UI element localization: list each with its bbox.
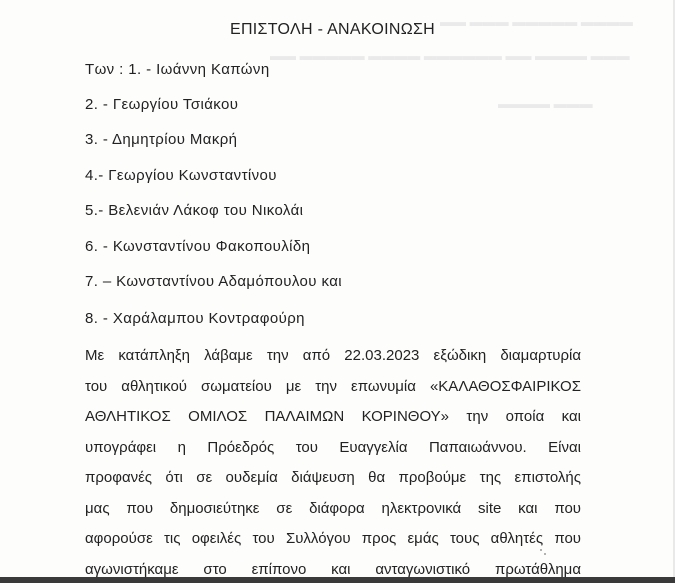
show-through-mark: ▬▬▬▬ ▬▬▬▬▬ ▬▬▬ ▬▬ bbox=[440, 14, 633, 29]
scan-edge bbox=[0, 577, 675, 583]
body-line: αγωνιστήκαμε στο επίπονο και ανταγωνιστικό πρωτάθλημα bbox=[85, 555, 581, 585]
body-line: ΑΘΛΗΤΙΚΟΣ ΟΜΙΛΟΣ ΠΑΛΑΙΜΩΝ ΚΟΡΙΝΘΟΥ» την οποία και bbox=[85, 402, 581, 433]
body-line: του αθλητικού σωματείου με την επωνυμία «ΚΑΛΑΘΟΣΦΑΙΡΙΚΟΣ bbox=[85, 372, 581, 403]
recipient-line: 6. - Κωνσταντίνου Φακοπουλίδη bbox=[85, 238, 310, 255]
letter-body bbox=[85, 341, 581, 585]
recipient-line: Των : 1. - Ιωάννη Καπώνη bbox=[85, 61, 270, 78]
body-line: προφανές ότι σε ουδεμία διάψευση θα προβούμε της επιστολής bbox=[85, 463, 581, 494]
body-line: αφορούσε τις οφειλές του Συλλόγου προς εμάς τους αθλητές που bbox=[85, 524, 581, 555]
recipient-line: 2. - Γεωργίου Τσιάκου bbox=[85, 96, 238, 113]
scan-speck bbox=[544, 553, 546, 555]
body-line: Με κατάπληξη λάβαμε την από 22.03.2023 εξώδικη διαμαρτυρία bbox=[85, 341, 581, 372]
recipient-line: 4.- Γεωργίου Κωνσταντίνου bbox=[85, 167, 277, 184]
recipient-line: 7. – Κωνσταντίνου Αδαμόπουλου και bbox=[85, 273, 342, 290]
recipient-line: 3. - Δημητρίου Μακρή bbox=[85, 131, 237, 148]
recipient-line: 8. - Χαράλαμπου Κοντραφούρη bbox=[85, 310, 305, 327]
show-through-mark: ▬▬▬ ▬▬▬▬ bbox=[498, 96, 593, 111]
letter-title: ΕΠΙΣΤΟΛΗ - ΑΝΑΚΟΙΝΩΣΗ bbox=[0, 21, 665, 39]
body-line: μας που δημοσιεύτηκε σε διάφορα ηλεκτρονικά site και που bbox=[85, 494, 581, 525]
body-line: υπογράφει η Πρόεδρός του Ευαγγελία Παπαιωάννου. Είναι bbox=[85, 433, 581, 464]
show-through-mark: ▬▬▬ ▬▬▬▬ ▬▬ ▬▬▬▬▬▬ ▬▬▬▬ ▬▬▬▬▬ ▬▬ bbox=[270, 48, 630, 63]
recipient-line: 5.- Βελενιάν Λάκοφ του Νικολάι bbox=[85, 202, 303, 219]
scan-speck bbox=[540, 549, 542, 551]
